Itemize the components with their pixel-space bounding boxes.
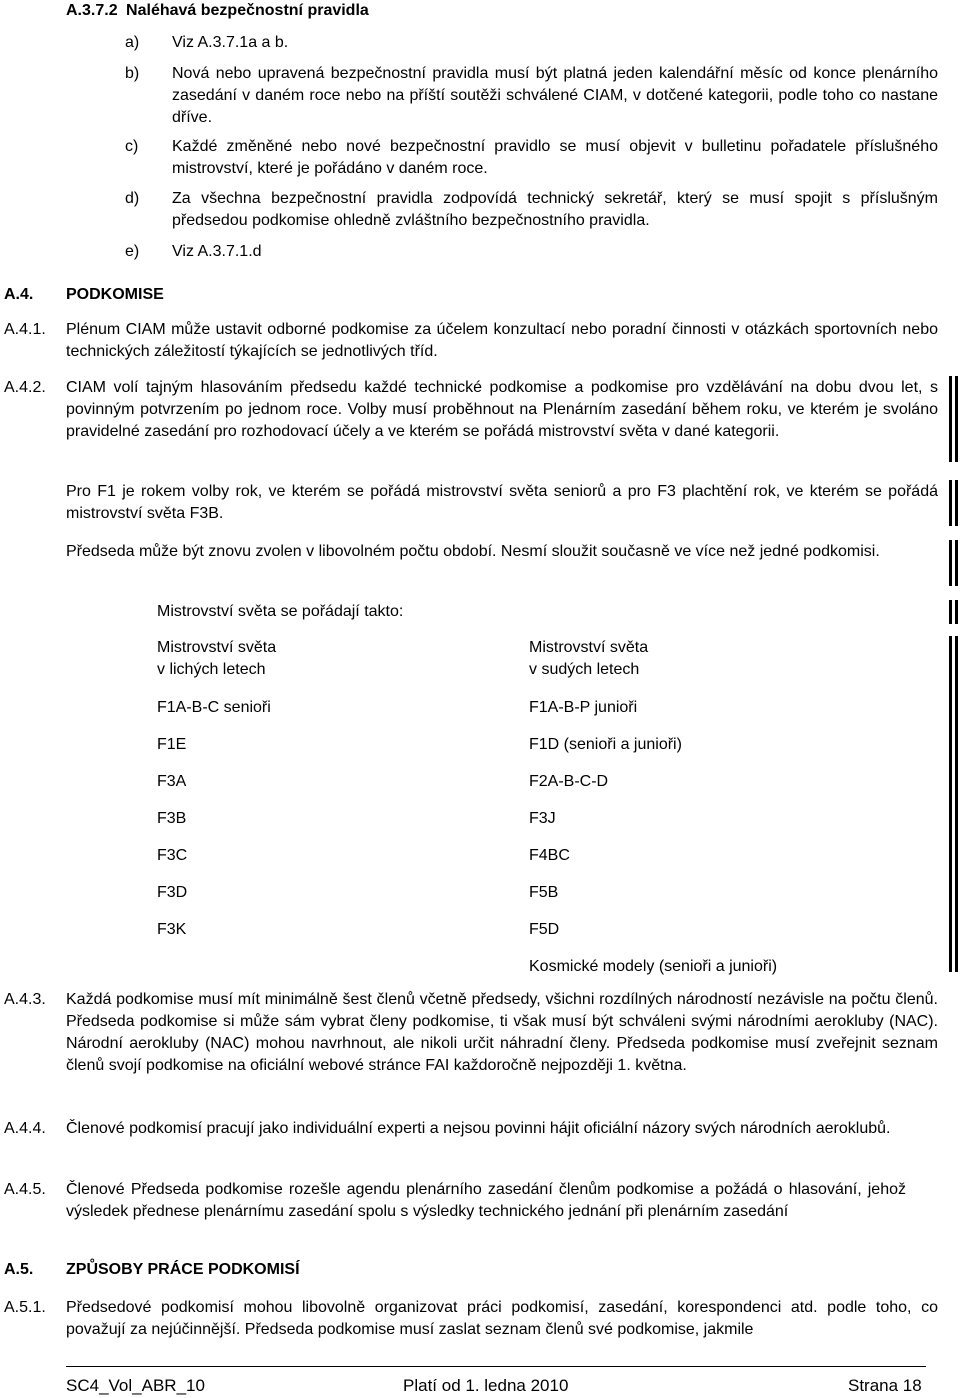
list-item: Kosmické modely (senioři a junioři) (529, 958, 778, 975)
col-even-heading (529, 637, 648, 681)
para-number-a44: A.4.4. (4, 1120, 46, 1137)
list-item-d: Za všechna bezpečnostní pravidla zodpovídá technický sekretář, který se musí spojit s příslušným předsedou podkomise ohledně zvláštního bezpečnostního pravidla. (172, 190, 938, 229)
list-marker-d: d) (125, 190, 140, 207)
para-number-a45: A.4.5. (4, 1181, 46, 1198)
para-a42-3: Předseda může být znovu zvolen v libovolném počtu období. Nesmí sloužit současně ve více než jedné podkomisi. (66, 543, 880, 560)
change-bar (949, 376, 952, 462)
para-number-a51: A.5.1. (4, 1299, 46, 1316)
footer-valid-from: Platí od 1. ledna 2010 (403, 1376, 569, 1395)
list-item: F5B (529, 884, 559, 901)
para-a41: Plénum CIAM může ustavit odborné podkomise za účelem konzultací nebo poradní činnosti v otázkách sportovních nebo technických záležitostí týkajících se jednotlivých tříd. (66, 321, 938, 360)
section-title: Naléhavá bezpečnostní pravidla (126, 2, 369, 19)
col-odd-heading-line2: v lichých letech (157, 661, 266, 678)
change-bar (949, 540, 952, 586)
col-even-heading-line2: v sudých letech (529, 661, 640, 678)
section-title-a4: PODKOMISE (66, 286, 164, 303)
list-marker-e: e) (125, 243, 140, 260)
change-bar (949, 636, 952, 972)
section-heading-a372 (66, 0, 369, 22)
section-number: A.3.7.2 (66, 2, 118, 19)
change-bar (955, 600, 958, 624)
col-odd-heading-line1: Mistrovství světa (157, 639, 277, 656)
para-a51: Předsedové podkomisí mohou libovolně organizovat práci podkomisí, zasedání, korespondenci atd. podle toho, co považují za nejúčinnější. Předseda podkomise musí zaslat seznam členů své podkomise, jakmile (66, 1299, 938, 1338)
list-item: F5D (529, 921, 560, 938)
change-bar (955, 376, 958, 462)
para-a45: Členové Předseda podkomise rozešle agendu plenárního zasedání členům podkomise a požádá o hlasování, jehož výsledek přednese plenárnímu zasedání spolu s výsledky technického jednání při plenárním zasedání (66, 1181, 906, 1220)
list-item-b: Nová nebo upravená bezpečnostní pravidla musí být platná jeden kalendářní měsíc od konce plenárního zasedání v daném roce nebo na příští soutěži schválené CIAM, v dotčené kategorii, podle toho co nastane dříve. (172, 65, 938, 126)
para-a43: Každá podkomise musí mít minimálně šest členů včetně předsedy, všichni rozdílných národností nezávisle na počtu členů. Předseda podkomise si může sám vybrat členy podkomise, ti však musí být schváleni svými národními aerokluby (NAC). Národní aerokluby (NAC) mohou navrhnout, ale nikoli určit náhradní členy. Předseda podkomise musí zveřejnit seznam členů svojí podkomise na oficiální webové stránce FAI každoročně nejpozději 1. května. (66, 991, 938, 1074)
section-number-a4: A.4. (4, 286, 34, 303)
para-number-a41: A.4.1. (4, 321, 46, 338)
para-number-a42: A.4.2. (4, 379, 46, 396)
section-number-a5: A.5. (4, 1261, 34, 1278)
change-bar (955, 540, 958, 586)
list-item: F4BC (529, 847, 570, 864)
list-marker-a: a) (125, 34, 140, 51)
list-item: F2A-B-C-D (529, 773, 609, 790)
footer-doc-id: SC4_Vol_ABR_10 (66, 1376, 205, 1395)
col-even-heading-line1: Mistrovství světa (529, 639, 649, 656)
list-item: F3K (157, 921, 187, 938)
para-a42-1: CIAM volí tajným hlasováním předsedu každé technické podkomise a podkomise pro vzdělávání na dobu dvou let, s povinným potvrzením po jednom roce. Volby musí proběhnout na Plenárním zasedání během roku, ve kterém je svoláno pravidelné zasedání pro rozhodovací účely a ve kterém se pořádá mistrovství světa v dané kategorii. (66, 379, 938, 440)
list-marker-c: c) (125, 138, 139, 155)
section-title-a5: ZPŮSOBY PRÁCE PODKOMISÍ (66, 1261, 300, 1278)
para-a44: Členové podkomisí pracují jako individuální experti a nejsou povinni hájit oficiální názory svých národních aeroklubů. (66, 1120, 891, 1137)
list-item: F1D (senioři a junioři) (529, 736, 682, 753)
change-bar (955, 480, 958, 526)
list-item: F1A-B-P junioři (529, 699, 638, 716)
change-bar (955, 636, 958, 972)
list-item-e: Viz A.3.7.1.d (172, 243, 262, 260)
list-item-c: Každé změněné nebo nové bezpečnostní pravidlo se musí objevit v bulletinu pořadatele příslušného mistrovství, které je pořádáno v daném roce. (172, 138, 938, 177)
footer-page-number: Strana 18 (848, 1376, 922, 1395)
list-item: F3D (157, 884, 188, 901)
list-item: F3A (157, 773, 187, 790)
para-number-a43: A.4.3. (4, 991, 46, 1008)
even-years-list (529, 697, 777, 993)
odd-years-list (157, 697, 271, 956)
list-item: F3B (157, 810, 187, 827)
list-item: F3J (529, 810, 556, 827)
footer-rule (66, 1366, 926, 1367)
para-a42-2: Pro F1 je rokem volby rok, ve kterém se pořádá mistrovství světa seniorů a pro F3 plachtění rok, ve kterém se pořádá mistrovství světa F3B. (66, 483, 938, 522)
list-item: F3C (157, 847, 188, 864)
col-odd-heading (157, 637, 276, 681)
change-bar (949, 600, 952, 624)
list-marker-b: b) (125, 65, 140, 82)
list-item-a: Viz A.3.7.1a a b. (172, 34, 289, 51)
list-item: F1E (157, 736, 187, 753)
list-item: F1A-B-C senioři (157, 699, 271, 716)
change-bar (949, 480, 952, 526)
championship-intro: Mistrovství světa se pořádají takto: (157, 603, 404, 620)
